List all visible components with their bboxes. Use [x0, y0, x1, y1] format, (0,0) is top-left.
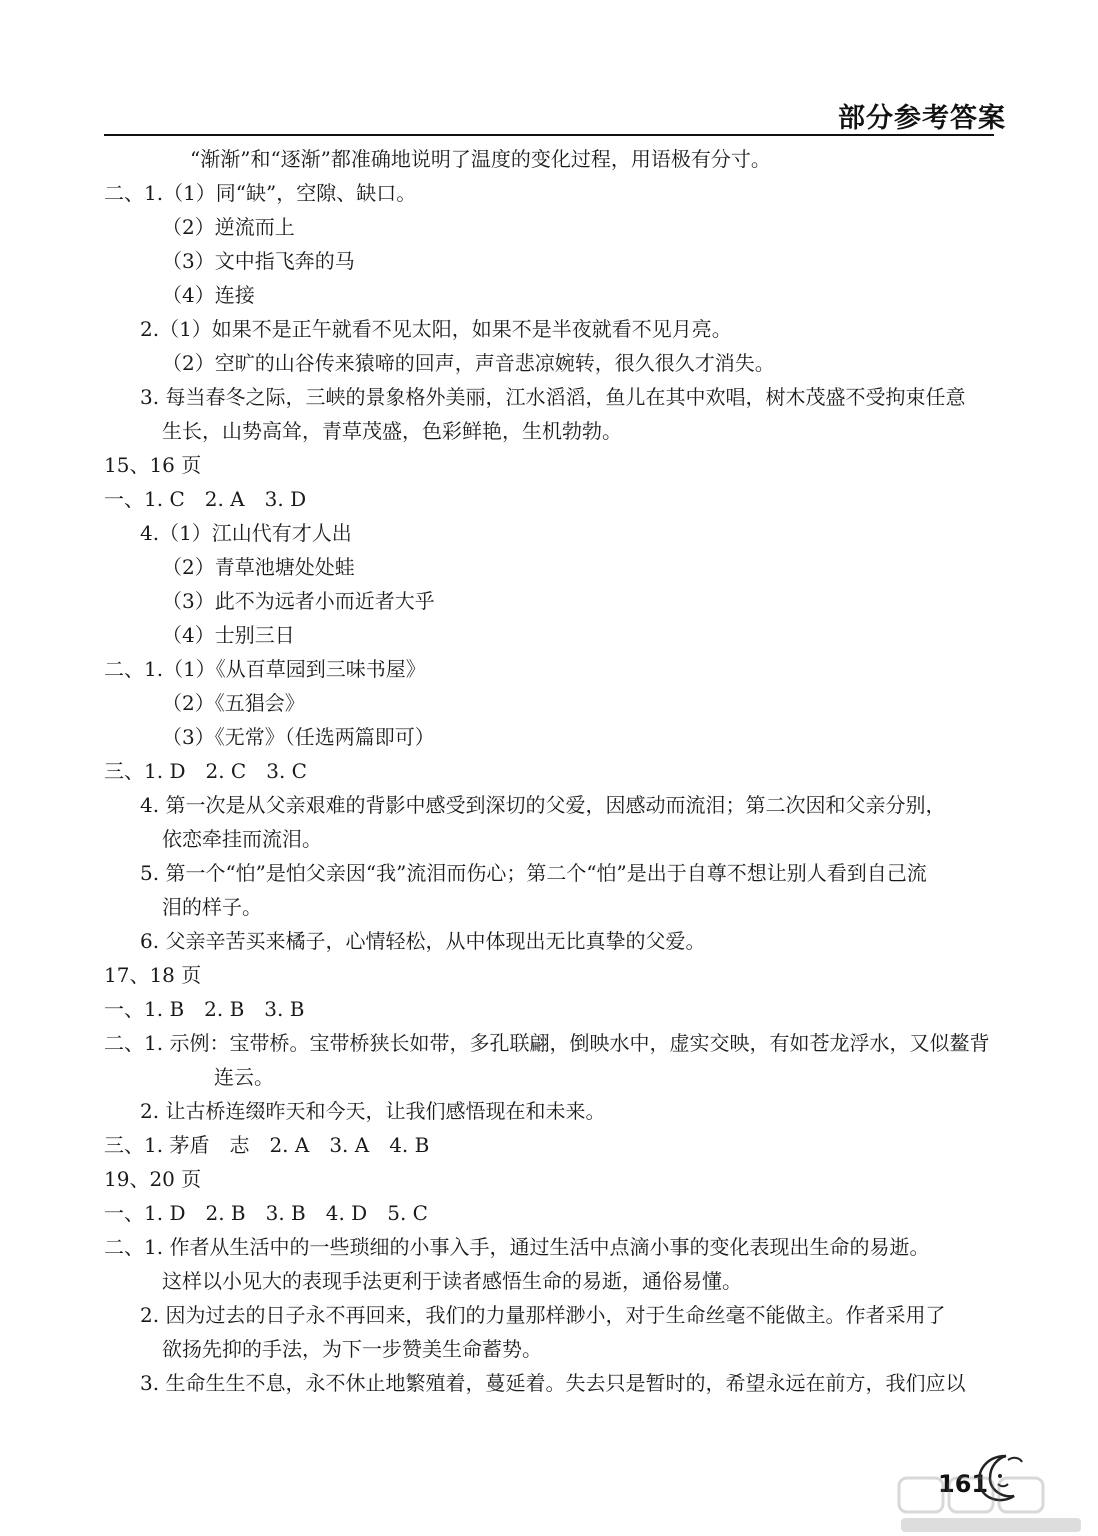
answer-line: 一、1. D 2. B 3. B 4. D 5. C	[104, 1201, 428, 1225]
answer-line: （2）青草池塘处处蛙	[162, 555, 355, 579]
answer-line: 4. 第一次是从父亲艰难的背影中感受到深切的父爱，因感动而流泪；第二次因和父亲分别，	[140, 793, 946, 817]
answer-line: 三、1. 茅盾 志 2. A 3. A 4. B	[104, 1133, 430, 1157]
answer-line: 二、1. 示例：宝带桥。宝带桥狭长如带，多孔联翩，倒映水中，虚实交映，有如苍龙浮水，又似鳌背	[104, 1031, 990, 1055]
answer-line: 二、1.（1）同“缺”，空隙、缺口。	[104, 181, 417, 205]
answer-line: 三、1. D 2. C 3. C	[104, 759, 307, 783]
answer-line: 一、1. C 2. A 3. D	[104, 487, 307, 511]
page-number: 161	[938, 1470, 989, 1498]
answer-line: 二、1.（1）《从百草园到三味书屋》	[104, 657, 426, 681]
page-header-title: 部分参考答案	[838, 103, 1006, 134]
answer-line: 生长，山势高耸，青草茂盛，色彩鲜艳，生机勃勃。	[162, 419, 622, 443]
answer-line: 泪的样子。	[162, 895, 262, 919]
answer-line: 17、18 页	[104, 963, 202, 987]
watermark-logo	[895, 1474, 1091, 1536]
answer-line: 依恋牵挂而流泪。	[162, 827, 322, 851]
answer-line: 19、20 页	[104, 1167, 202, 1191]
answer-line: （3）文中指飞奔的马	[162, 249, 355, 273]
answer-line: “渐渐”和“逐渐”都准确地说明了温度的变化过程，用语极有分寸。	[190, 147, 771, 171]
answer-line: 二、1. 作者从生活中的一些琐细的小事入手，通过生活中点滴小事的变化表现出生命的易逝。	[104, 1235, 930, 1259]
answer-line: 15、16 页	[104, 453, 202, 477]
answer-line: 3. 生命生生不息，永不休止地繁殖着，蔓延着。失去只是暂时的，希望永远在前方，我们应以	[140, 1371, 966, 1395]
answer-line: （4）士别三日	[162, 623, 295, 647]
answer-content	[104, 142, 996, 1400]
answer-line: 6. 父亲辛苦买来橘子，心情轻松，从中体现出无比真挚的父爱。	[140, 929, 706, 953]
answer-line: 5. 第一个“怕”是怕父亲因“我”流泪而伤心；第二个“怕”是出于自尊不想让别人看到自己流	[140, 861, 927, 885]
answer-line: 2.（1）如果不是正午就看不见太阳，如果不是半夜就看不见月亮。	[140, 317, 732, 341]
answer-line: 欲扬先抑的手法，为下一步赞美生命蓄势。	[162, 1337, 542, 1361]
answer-line: （2）逆流而上	[162, 215, 295, 239]
answer-line: 4.（1）江山代有才人出	[140, 521, 352, 545]
answer-line: （3）《无常》（任选两篇即可）	[162, 725, 435, 749]
answer-line: （2）空旷的山谷传来猿啼的回声，声音悲凉婉转，很久很久才消失。	[162, 351, 775, 375]
answer-line: （3）此不为远者小而近者大乎	[162, 589, 435, 613]
answer-line: 一、1. B 2. B 3. B	[104, 997, 305, 1021]
answer-line: （4）连接	[162, 283, 255, 307]
answer-line: （2）《五猖会》	[162, 691, 305, 715]
answer-line: 2. 因为过去的日子永不再回来，我们的力量那样渺小，对于生命丝毫不能做主。作者采用了	[140, 1303, 946, 1327]
answer-line: 2. 让古桥连缀昨天和今天，让我们感悟现在和未来。	[140, 1099, 606, 1123]
answer-line: 连云。	[214, 1065, 274, 1089]
header-rule	[104, 134, 994, 136]
answer-line: 3. 每当春冬之际，三峡的景象格外美丽，江水滔滔，鱼儿在其中欢唱，树木茂盛不受拘束任意	[140, 385, 966, 409]
answer-line: 这样以小见大的表现手法更利于读者感悟生命的易逝，通俗易懂。	[162, 1269, 742, 1293]
